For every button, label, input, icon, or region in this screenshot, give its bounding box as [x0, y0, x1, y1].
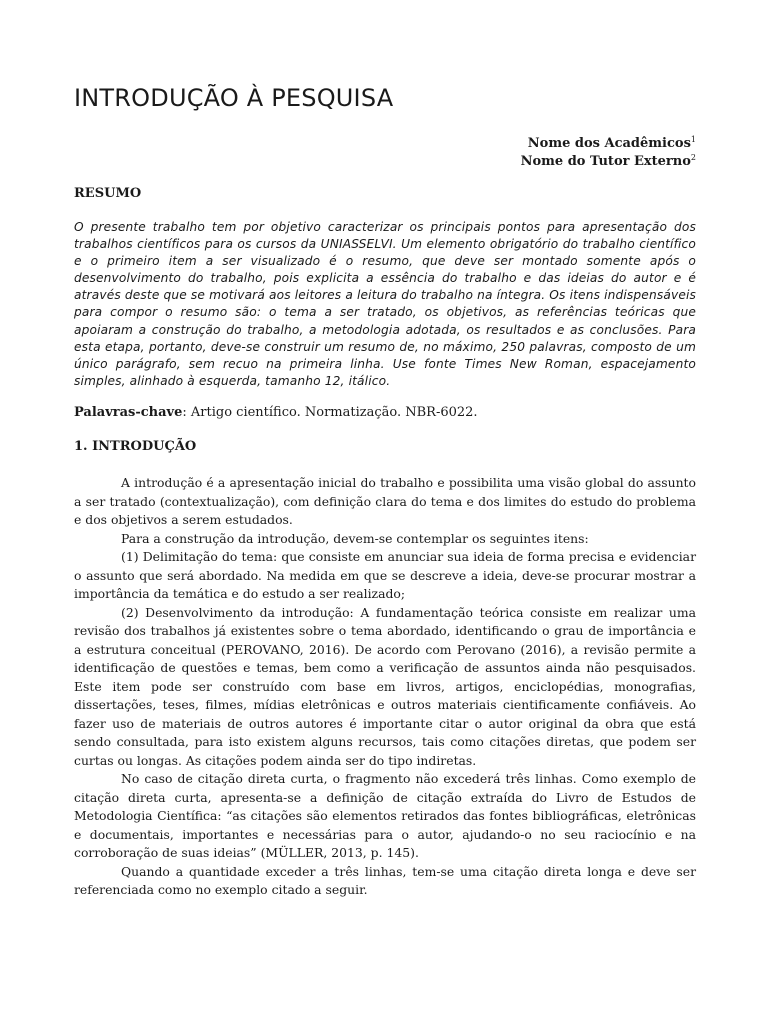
keywords-line	[74, 404, 478, 422]
keywords-value: Artigo científico. Normatização. NBR-6022.	[186, 405, 478, 420]
footnote-marker: 1	[690, 135, 696, 144]
body-paragraph: (2) Desenvolvimento da introdução: A fundamentação teórica consiste em realizar uma revisão dos trabalhos já existentes sobre o tema abordado, identificando o grau de importância e a estrutura conceitual (PEROVANO, 2016). De acordo com Perovano (2016), a revisão permite a identificação de questões e temas, bem como a verificação de assuntos ainda não pesquisados. Este item pode ser construído com base em livros, artigos, enciclopédias, monografias, dissertações, teses, filmes, mídias eletrônicas e outros materiais cientificamente confiáveis. Ao fazer uso de materiais de outros autores é importante citar o autor original da obra que está sendo consultada, para isto existem alguns recursos, tais como citações diretas, que podem ser curtas ou longas. As citações podem ainda ser do tipo indiretas.	[74, 604, 696, 768]
document-title: INTRODUÇÃO À PESQUISA	[74, 84, 394, 112]
abstract-heading: RESUMO	[74, 186, 142, 201]
body-paragraph: A introdução é a apresentação inicial do trabalho e possibilita uma visão global do assunto a ser tratado (contextualização), com definição clara do tema e dos limites do estudo do problema e dos objetivos a serem estudados.	[74, 475, 696, 527]
introduction-body	[74, 474, 696, 900]
author-tutor	[521, 153, 696, 171]
abstract-text: O presente trabalho tem por objetivo caracterizar os principais pontos para apresentação dos trabalhos científicos para os cursos da UNIASSELVI. Um elemento obrigatório do trabalho científico e o primeiro item a ser visualizado é o resumo, que deve ser montado somente após o desenvolvimento do trabalho, pois explicita a essência do trabalho e das ideias do autor e é através deste que se motivará aos leitores a leitura do trabalho na íntegra. Os itens indispensáveis para compor o resumo são: o tema a ser tratado, os objetivos, as referências teóricas que apoiaram a construção do trabalho, a metodologia adotada, os resultados e as conclusões. Para esta etapa, portanto, deve-se construir um resumo de, no máximo, 250 palavras, composto de um único parágrafo, sem recuo na primeira linha. Use fonte Times New Roman, espacejamento simples, alinhado à esquerda, tamanho 12, itálico.	[74, 220, 696, 388]
author-block	[521, 135, 696, 171]
introduction-heading: 1. INTRODUÇÃO	[74, 439, 197, 454]
body-paragraph: Quando a quantidade exceder a três linhas, tem-se uma citação direta longa e deve ser referenciada como no exemplo citado a seguir.	[74, 863, 696, 897]
keywords-label: Palavras-chave	[74, 405, 183, 420]
author-tutor-name: Nome do Tutor Externo	[520, 154, 691, 169]
keywords-separator: :	[182, 405, 187, 420]
body-paragraph: (1) Delimitação do tema: que consiste em anunciar sua ideia de forma precisa e evidenciar o assunto que será abordado. Na medida em que se descreve a ideia, deve-se procurar mostrar a importância da temática e do estudo a ser realizado;	[74, 549, 696, 601]
body-paragraph: Para a construção da introdução, devem-se contemplar os seguintes itens:	[121, 530, 589, 546]
document-page	[74, 0, 696, 1024]
author-academics-name: Nome dos Acadêmicos	[527, 136, 691, 151]
body-paragraph: No caso de citação direta curta, o fragmento não excederá três linhas. Como exemplo de citação direta curta, apresenta-se a definição de citação extraída do Livro de Estudos de Metodologia Científica: “as citações são elementos retirados das fontes bibliográficas, eletrônicas e documentais, importantes e necessárias para o autor, ajudando-o no seu raciocínio e na corroboração de suas ideias” (MÜLLER, 2013, p. 145).	[74, 771, 696, 860]
footnote-marker: 2	[690, 153, 696, 162]
author-academics	[521, 135, 696, 153]
